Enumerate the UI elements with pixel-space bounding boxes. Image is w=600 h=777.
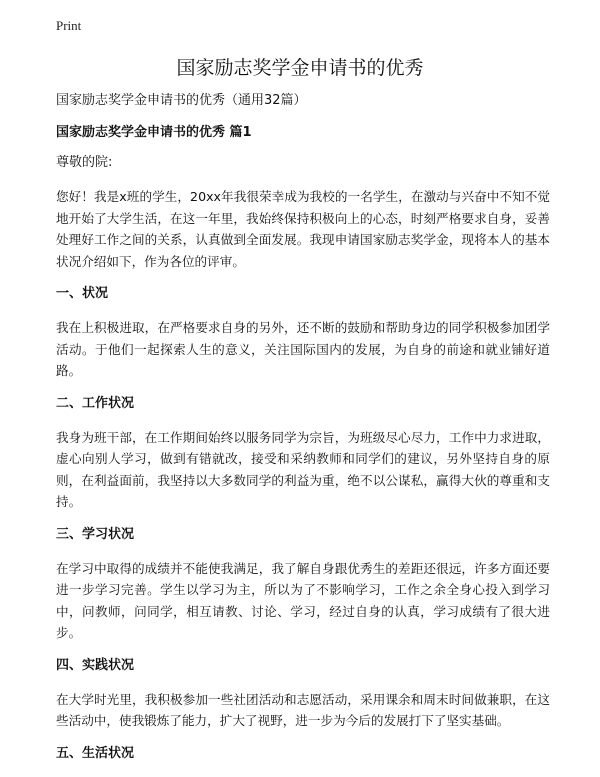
greeting: 尊敬的院: — [56, 155, 113, 170]
section-body-practice: 在大学时光里，我积极参加一些社团活动和志愿活动，采用课余和周末时间做兼职，在这些活动中，使我锻炼了能力，扩大了视野，进一步为今后的发展打下了坚实基础。 — [56, 691, 550, 728]
article-heading: 国家励志奖学金申请书的优秀 篇1 — [56, 125, 252, 140]
section-heading-practice: 四、实践状况 — [56, 657, 135, 673]
document-body — [56, 92, 550, 777]
section-heading-study: 三、学习状况 — [56, 526, 135, 542]
section-heading-work: 二、工作状况 — [56, 395, 135, 411]
intro-paragraph: 您好！我是x班的学生，20xx年我很荣幸成为我校的一名学生，在激动与兴奋中不知不觉地开始了大学生活，在这一年里，我始终保持积极向上的心态，时刻严格要求自身，妥善处理好工作之间的关系，认真做到全面发展。我现申请国家励志奖学金，现将本人的基本状况介绍如下，作为各位的评审。 — [56, 189, 550, 269]
section-body-work: 我身为班干部，在工作期间始终以服务同学为宗旨，为班级尽心尽力，工作中力求进取，虚心向别人学习，做到有错就改，接受和采纳教师和同学们的建议，另外坚持自身的原则，在利益面前，我坚持以大多数同学的利益为重，绝不以公谋私，赢得大伙的尊重和支持。 — [56, 429, 550, 509]
section-heading-status: 一、状况 — [56, 286, 109, 301]
print-label[interactable]: Print — [56, 18, 82, 33]
page-title: 国家励志奖学金申请书的优秀 — [176, 57, 424, 79]
section-body-study: 在学习中取得的成绩并不能使我满足，我了解自身跟优秀生的差距还很远，许多方面还要进一步学习完善。学生以学习为主，所以为了不影响学习，工作之余全身心投入到学习中，问教师，问同学，相互请教、讨论、学习，经过自身的认真，学习成绩有了很大进步。 — [56, 560, 550, 640]
section-heading-life: 五、生活状况 — [56, 745, 135, 761]
section-body-status: 我在上积极进取，在严格要求自身的另外，还不断的鼓励和帮助身边的同学积极参加团学活动。于他们一起探索人生的意义，关注国际国内的发展，为自身的前途和就业铺好道路。 — [56, 320, 550, 378]
document-subtitle: 国家励志奖学金申请书的优秀（通用32篇） — [56, 93, 307, 108]
